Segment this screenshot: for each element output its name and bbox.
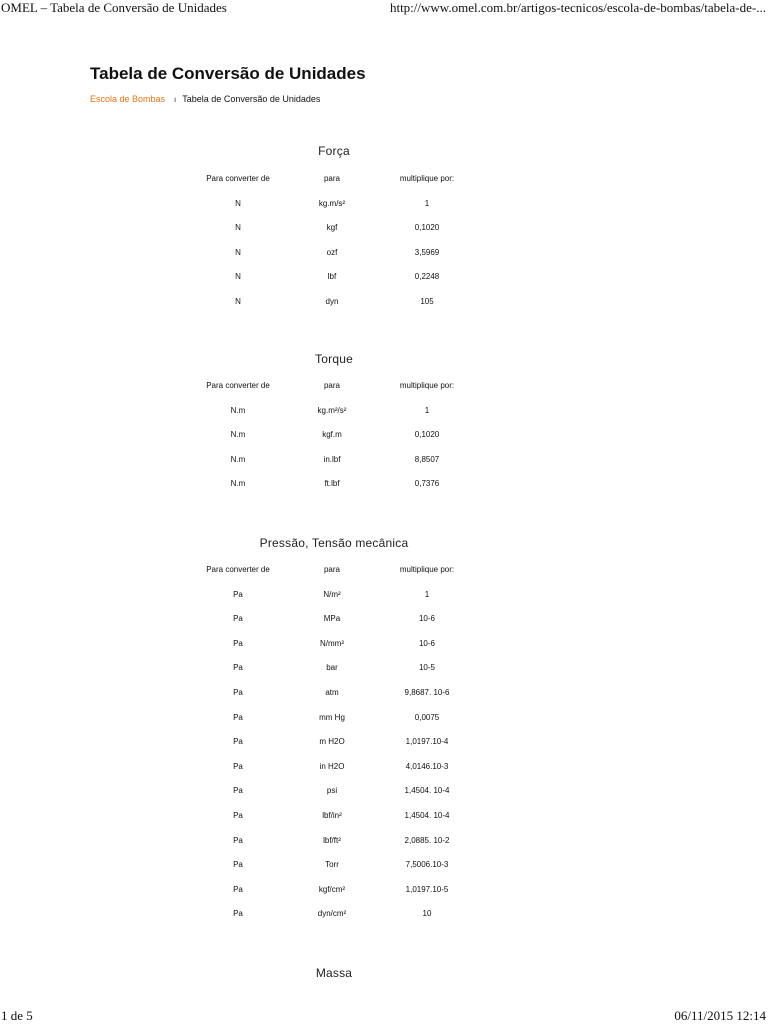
page-title: Tabela de Conversão de Unidades	[90, 64, 366, 83]
cell-to: Torr	[325, 860, 339, 870]
table-row	[200, 199, 468, 224]
breadcrumb	[90, 94, 320, 104]
cell-factor: 1	[424, 198, 430, 208]
table-row	[200, 248, 468, 273]
cell-to: dyn	[325, 296, 339, 306]
cell-factor: 10-6	[418, 614, 435, 624]
table-row	[200, 885, 468, 910]
cell-factor: 10-6	[418, 638, 435, 648]
cell-to: kg.m²/s²	[317, 405, 347, 415]
cell-factor: 0,7376	[414, 479, 440, 489]
cell-to: ozf	[326, 247, 338, 257]
cell-to: kgf/cm²	[318, 884, 346, 894]
cell-factor: 2,0885. 10-2	[404, 835, 450, 845]
cell-factor: 1,4504. 10-4	[404, 810, 450, 820]
cell-to: kgf.m	[322, 430, 342, 440]
table-row	[200, 860, 468, 885]
breadcrumb-current: Tabela de Conversão de Unidades	[182, 94, 321, 104]
cell-to: N/m²	[323, 589, 341, 599]
cell-from: N.m	[230, 430, 246, 440]
cell-from: Pa	[233, 614, 243, 624]
cell-from: N	[235, 223, 241, 233]
cell-from: N	[235, 247, 241, 257]
cell-to: m H2O	[319, 737, 345, 747]
column-header-from: Para converter de	[206, 174, 270, 183]
print-header	[0, 0, 768, 16]
print-header-title: OMEL – Tabela de Conversão de Unidades	[1, 0, 227, 15]
cell-to: in H2O	[319, 761, 345, 771]
table-row	[200, 479, 468, 504]
cell-to: atm	[325, 687, 339, 697]
cell-factor: 0,1020	[414, 223, 440, 233]
cell-factor: 9,8687. 10-6	[404, 687, 450, 697]
table-row	[200, 762, 468, 787]
cell-factor: 1	[424, 589, 430, 599]
table-row	[200, 713, 468, 738]
cell-factor: 1,0197.10-4	[405, 737, 449, 747]
cell-factor: 105	[420, 296, 434, 306]
table-row	[200, 737, 468, 762]
table-row	[200, 639, 468, 664]
column-header-multiply: multiplique por:	[399, 174, 455, 183]
table-torque	[200, 381, 468, 504]
cell-factor: 0,1020	[414, 430, 440, 440]
table-header-row	[200, 565, 468, 590]
cell-to: kgf	[326, 223, 338, 233]
cell-to: in.lbf	[323, 454, 341, 464]
table-row	[200, 663, 468, 688]
cell-to: kg.m/s²	[318, 198, 346, 208]
cell-from: Pa	[233, 835, 243, 845]
section-title-torque: Torque	[315, 352, 353, 366]
table-row	[200, 455, 468, 480]
print-footer	[0, 1008, 768, 1024]
cell-to: lbf/in²	[322, 810, 342, 820]
column-header-to: para	[323, 174, 340, 183]
table-row	[200, 909, 468, 934]
cell-factor: 3,5969	[414, 247, 440, 257]
cell-factor: 1,4504. 10-4	[404, 786, 450, 796]
cell-from: Pa	[233, 737, 243, 747]
column-header-to: para	[323, 381, 340, 390]
print-header-url: http://www.omel.com.br/artigos-tecnicos/escola-de-bombas/tabela-de-...	[389, 0, 766, 15]
cell-from: N.m	[230, 405, 246, 415]
table-row	[200, 430, 468, 455]
cell-from: Pa	[233, 810, 243, 820]
cell-to: lbf	[327, 272, 337, 282]
cell-from: Pa	[233, 860, 243, 870]
table-header-row	[200, 381, 468, 406]
cell-factor: 10	[422, 909, 432, 919]
cell-factor: 0,0075	[414, 712, 440, 722]
table-row	[200, 786, 468, 811]
cell-from: Pa	[233, 663, 243, 673]
column-header-multiply: multiplique por:	[399, 381, 455, 390]
table-row	[200, 811, 468, 836]
cell-factor: 0,2248	[414, 272, 440, 282]
column-header-multiply: multiplique por:	[399, 565, 455, 574]
cell-from: Pa	[233, 909, 243, 919]
cell-from: Pa	[233, 589, 243, 599]
table-row	[200, 590, 468, 615]
cell-from: Pa	[233, 786, 243, 796]
cell-from: Pa	[233, 687, 243, 697]
cell-to: MPa	[323, 614, 341, 624]
column-header-to: para	[323, 565, 340, 574]
column-header-from: Para converter de	[206, 565, 270, 574]
table-header-row	[200, 174, 468, 199]
print-footer-page-number: 1 de 5	[1, 1008, 33, 1023]
cell-from: Pa	[233, 761, 243, 771]
cell-from: N.m	[230, 479, 246, 489]
cell-from: N	[235, 272, 241, 282]
section-title-forca: Força	[318, 144, 350, 158]
cell-to: ft.lbf	[324, 479, 340, 489]
cell-factor: 1	[424, 405, 430, 415]
cell-from: N	[235, 296, 241, 306]
cell-from: N	[235, 198, 241, 208]
column-header-from: Para converter de	[206, 381, 270, 390]
section-title-massa: Massa	[315, 966, 353, 980]
cell-factor: 1,0197.10-5	[405, 884, 449, 894]
cell-to: mm Hg	[319, 712, 345, 722]
cell-from: N.m	[230, 454, 246, 464]
cell-to: lbf/ft²	[323, 835, 341, 845]
cell-factor: 4,0146.10-3	[405, 761, 449, 771]
table-row	[200, 272, 468, 297]
table-forca	[200, 174, 468, 322]
table-row	[200, 297, 468, 322]
print-footer-datetime: 06/11/2015 12:14	[674, 1008, 766, 1023]
cell-from: Pa	[233, 638, 243, 648]
breadcrumb-link-escola-de-bombas[interactable]: Escola de Bombas	[90, 94, 166, 104]
cell-from: Pa	[233, 884, 243, 894]
cell-to: psi	[326, 786, 338, 796]
section-title-pressao: Pressão, Tensão mecânica	[259, 536, 409, 550]
table-pressao	[200, 565, 468, 934]
table-row	[200, 836, 468, 861]
table-row	[200, 688, 468, 713]
cell-to: N/mm²	[320, 638, 344, 648]
cell-factor: 8,8507	[414, 454, 440, 464]
cell-from: Pa	[233, 712, 243, 722]
cell-factor: 7,5006.10-3	[405, 860, 449, 870]
table-row	[200, 223, 468, 248]
cell-to: dyn/cm²	[317, 909, 347, 919]
table-row	[200, 614, 468, 639]
cell-to: bar	[326, 663, 338, 673]
breadcrumb-separator: ı	[174, 94, 177, 104]
table-row	[200, 406, 468, 431]
cell-factor: 10-5	[418, 663, 435, 673]
